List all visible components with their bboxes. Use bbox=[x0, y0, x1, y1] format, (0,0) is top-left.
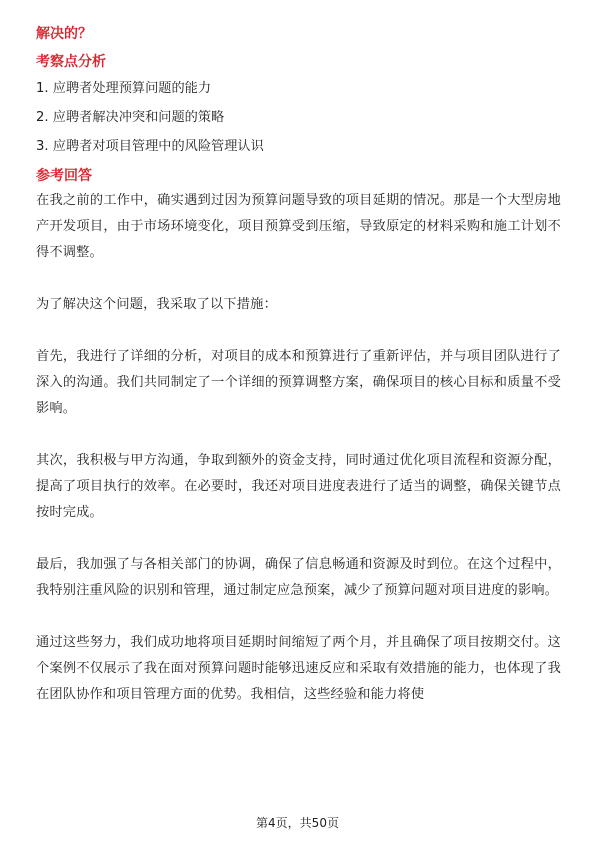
answer-paragraph: 首先，我进行了详细的分析，对项目的成本和预算进行了重新评估，并与项目团队进行了深入的沟通。我们共同制定了一个详细的预算调整方案，确保项目的核心目标和质量不受影响。 bbox=[36, 349, 561, 416]
answer-paragraph: 最后，我加强了与各相关部门的协调，确保了信息畅通和资源及时到位。在这个过程中，我特别注重风险的识别和管理，通过制定应急预案，减少了预算问题对项目进度的影响。 bbox=[36, 557, 561, 598]
answer-paragraph: 通过这些努力，我们成功地将项目延期时间缩短了两个月，并且确保了项目按期交付。这个案例不仅展示了我在面对预算问题时能够迅速反应和采取有效措施的能力，也体现了我在团队协作和项目管理方面的优势。我相信，这些经验和能力将使 bbox=[36, 635, 561, 702]
page-number: 第4页，共50页 bbox=[256, 816, 339, 830]
analysis-list bbox=[36, 79, 561, 157]
answer-paragraph: 在我之前的工作中，确实遇到过因为预算问题导致的项目延期的情况。那是一个大型房地产开发项目，由于市场环境变化，项目预算受到压缩，导致原定的材料采购和施工计划不得不调整。 bbox=[36, 193, 561, 260]
answer-heading: 参考回答 bbox=[36, 168, 92, 184]
analysis-item: 2. 应聘者解决冲突和问题的策略 bbox=[36, 110, 225, 125]
analysis-heading: 考察点分析 bbox=[36, 54, 106, 70]
analysis-item: 3. 应聘者对项目管理中的风险管理认识 bbox=[36, 139, 264, 154]
analysis-item: 1. 应聘者处理预算问题的能力 bbox=[36, 81, 212, 96]
answer-paragraph: 其次，我积极与甲方沟通，争取到额外的资金支持，同时通过优化项目流程和资源分配，提高了项目执行的效率。在必要时，我还对项目进度表进行了适当的调整，确保关键节点按时完成。 bbox=[36, 453, 561, 520]
answer-paragraph: 为了解决这个问题，我采取了以下措施： bbox=[36, 297, 277, 312]
question-tail: 解决的？ bbox=[36, 26, 92, 42]
